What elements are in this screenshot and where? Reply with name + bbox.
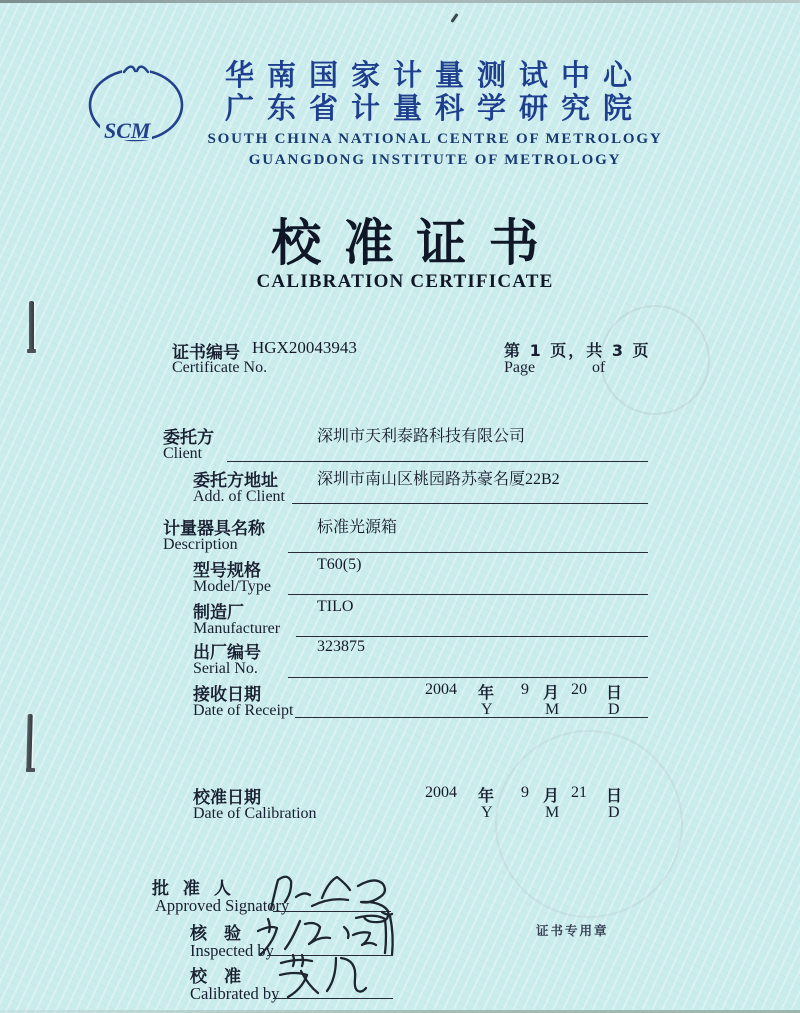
calibration-month-unit-cn: 月 [543,786,560,805]
document-title-en: CALIBRATION CERTIFICATE [256,271,554,292]
org-name-en-line2: GUANGDONG INSTITUTE OF METROLOGY [248,152,622,168]
page-number-en-page: Page [504,359,536,376]
receipt-year-unit-en: Y [481,701,493,718]
page-number-cn: 第 1 页，共 3 页 [504,341,651,360]
receipt-day-unit-cn: 日 [606,683,623,702]
cert-no-label-en: Certificate No. [172,359,268,376]
org-name-en-line1: SOUTH CHINA NATIONAL CENTRE OF METROLOGY [207,131,663,147]
client-label-cn: 委托方 [163,428,214,448]
document-title-cn: 校 准 证 书 [271,215,539,271]
manufacturer-label-cn: 制造厂 [193,603,244,623]
client-address-value: 深圳市南山区桃园路苏豪名厦22B2 [317,471,560,488]
receipt-month-value: 9 [521,681,529,698]
receipt-day-unit-en: D [608,701,620,718]
model-label-en: Model/Type [193,578,271,595]
scm-logo-text: SCM [104,118,151,143]
serial-value: 323875 [317,638,365,655]
calibration-month-value: 9 [521,784,529,801]
manufacturer-value: TILO [317,598,354,615]
inspected-label-en: Inspected by [190,941,274,960]
receipt-year-value: 2004 [425,681,457,698]
calibration-date-label-cn: 校准日期 [193,788,261,808]
calibration-day-unit-cn: 日 [606,786,623,805]
cert-no-label-cn: 证书编号 [172,343,240,363]
calibration-date-label-en: Date of Calibration [193,805,317,822]
receipt-month-unit-cn: 月 [543,683,560,702]
receipt-date-label-en: Date of Receipt [193,702,294,719]
seal-note-text: 证书专用章 [536,923,609,938]
approved-label-en: Approved Signatory [155,896,290,915]
serial-label-en: Serial No. [193,660,258,677]
description-value: 标准光源箱 [317,519,398,536]
receipt-year-unit-cn: 年 [478,683,495,702]
receipt-day-value: 20 [571,681,587,698]
model-value: T60(5) [317,556,362,573]
calibration-year-unit-en: Y [481,804,493,821]
cert-no-value: HGX20043943 [252,338,357,357]
description-label-cn: 计量器具名称 [163,519,265,539]
calibrated-label-cn: 校 准 [190,967,241,987]
org-name-cn-line1: 华南国家计量测试中心 [224,58,645,92]
client-label-en: Client [163,445,203,462]
manufacturer-label-en: Manufacturer [193,620,281,637]
calibration-month-unit-en: M [545,804,560,821]
org-name-cn-line2: 广东省计量科学研究院 [224,91,645,125]
model-label-cn: 型号规格 [193,561,261,581]
page-number-en-of: of [592,359,606,376]
receipt-date-label-cn: 接收日期 [193,685,261,705]
calibration-day-unit-en: D [608,804,620,821]
receipt-month-unit-en: M [545,701,560,718]
description-label-en: Description [163,536,238,553]
approved-label-cn: 批 准 人 [152,879,235,899]
client-address-label-cn: 委托方地址 [193,471,278,491]
calibration-day-value: 21 [571,784,587,801]
inspected-label-cn: 核 验 [190,924,241,944]
client-address-label-en: Add. of Client [193,488,285,505]
calibration-year-value: 2004 [425,784,457,801]
calibrated-signature-scribble [280,955,366,997]
calibrated-label-en: Calibrated by [190,984,280,1003]
client-value: 深圳市天利泰路科技有限公司 [317,428,526,445]
serial-label-cn: 出厂编号 [193,643,261,663]
calibration-year-unit-cn: 年 [478,786,495,805]
